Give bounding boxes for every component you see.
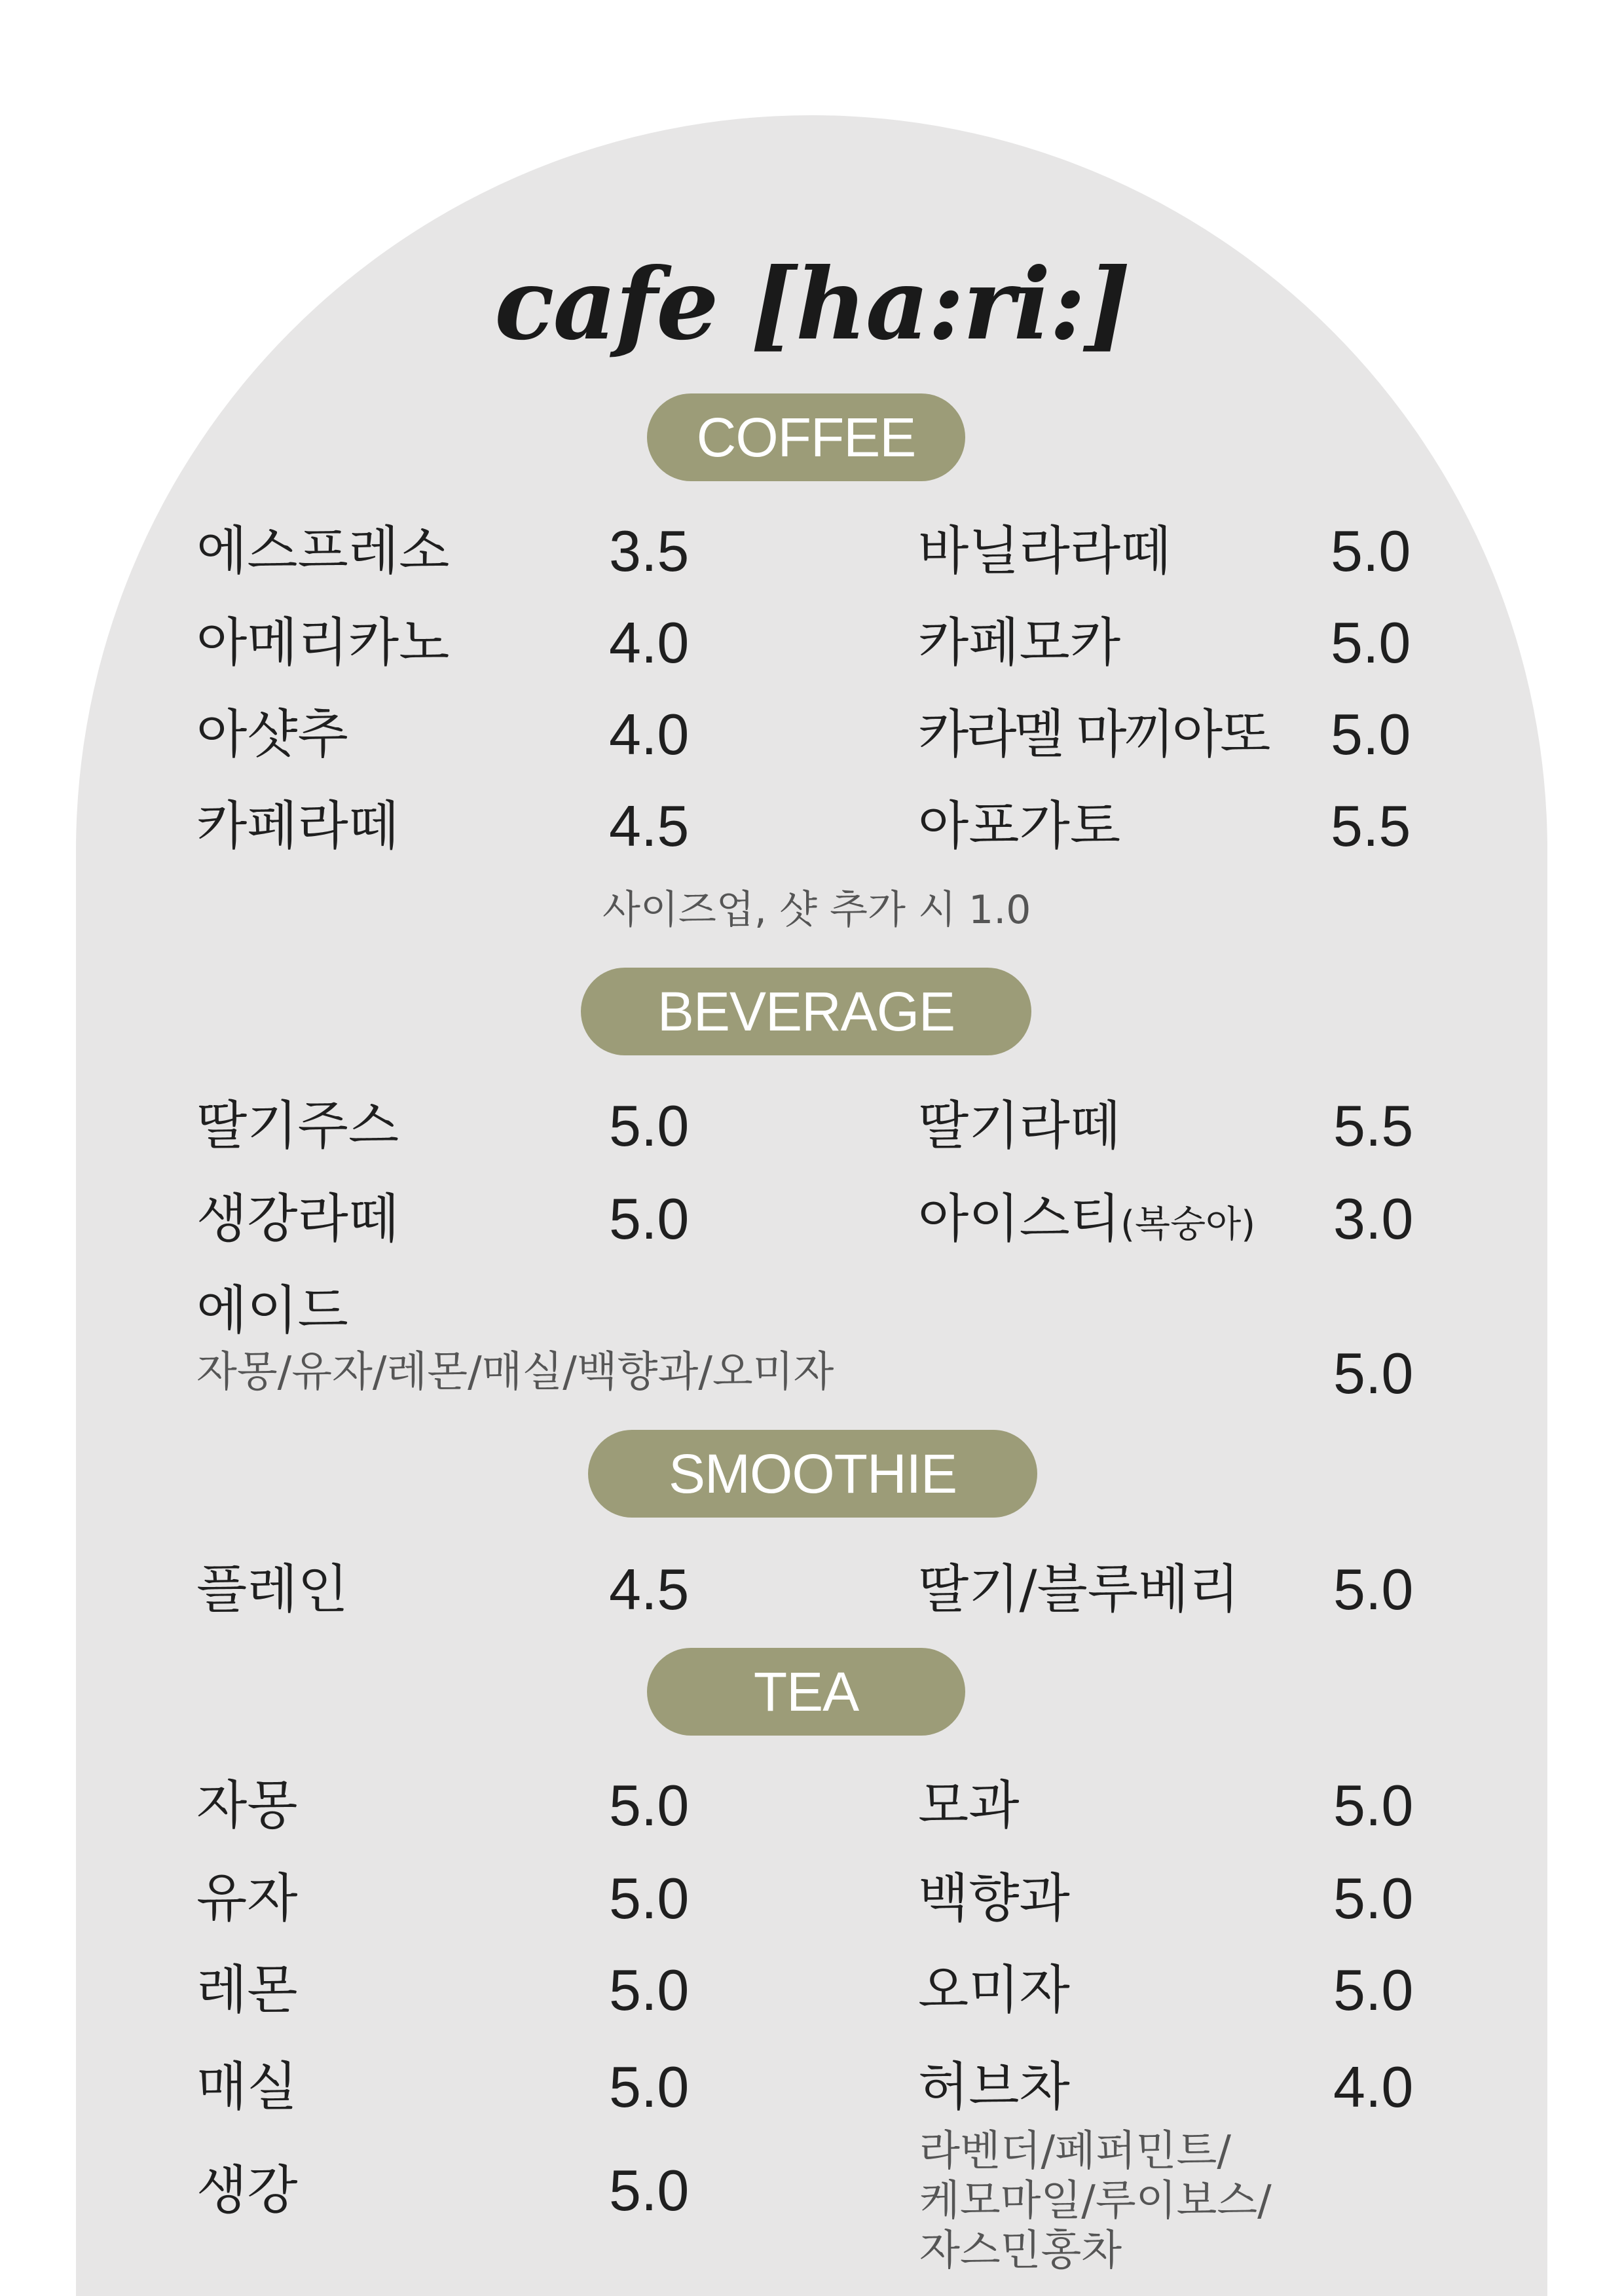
menu-item-price: 5.5: [1331, 793, 1411, 858]
beverage-section-header: BEVERAGE: [581, 968, 1031, 1055]
menu-item-name: 카라멜 마끼아또: [918, 704, 1268, 765]
coffee-note: 사이즈업, 샷 추가 시 1.0: [602, 887, 1031, 933]
herb-tea-option: 케모마일/루이보스/: [919, 2177, 1272, 2225]
menu-item-price: 5.0: [1331, 702, 1411, 767]
ade-options: 자몽/유자/레몬/매실/백향과/오미자: [196, 1348, 834, 1396]
coffee-section-header: COFFEE: [647, 393, 965, 481]
smoothie-section-header: SMOOTHIE: [588, 1430, 1037, 1518]
menu-item-price: 5.5: [1333, 1093, 1414, 1158]
menu-item-price: 4.5: [609, 1557, 690, 1622]
menu-item-name: 자몽: [196, 1775, 298, 1836]
menu-item-price: 3.5: [609, 519, 690, 583]
menu-item-name: 딸기라떼: [918, 1095, 1121, 1156]
menu-item-price: 5.0: [609, 2158, 690, 2223]
menu-item-name: 카페라떼: [196, 795, 399, 856]
cafe-logo: cafe [ha:ri:]: [494, 247, 1130, 362]
menu-item-price: 5.0: [609, 1093, 690, 1158]
menu-item-price: 5.0: [1333, 1773, 1414, 1838]
herb-tea-option: 라벤더/페퍼민트/: [919, 2127, 1231, 2176]
menu-item-name: 매실: [196, 2056, 298, 2117]
menu-item-price: 5.0: [1333, 1341, 1414, 1406]
menu-item-name: 생강: [196, 2160, 298, 2221]
menu-item-name: 레몬: [196, 1959, 298, 2020]
herb-tea-option: 자스민홍차: [919, 2227, 1122, 2275]
menu-item-price: 5.0: [609, 1186, 690, 1251]
menu-item-price: 5.0: [609, 2054, 690, 2119]
menu-item-name: 에스프레소: [196, 520, 450, 581]
menu-item-price: 5.0: [609, 1958, 690, 2022]
menu-item-price: 3.0: [1333, 1186, 1414, 1251]
menu-item-price: 5.0: [1333, 1958, 1414, 2022]
iced-tea-flavor: (복숭아): [1120, 1203, 1256, 1246]
menu-item-price: 4.0: [1333, 2054, 1414, 2119]
menu-item-price: 5.0: [609, 1773, 690, 1838]
menu-item-name: 백향과: [918, 1868, 1070, 1929]
menu-item-name: 에이드: [196, 1280, 348, 1341]
menu-item-name: 허브차: [918, 2056, 1070, 2117]
menu-item-name: 아샷추: [196, 704, 348, 765]
menu-item-name: 생강라떼: [196, 1188, 399, 1249]
menu-item-price: 5.0: [1331, 519, 1411, 583]
menu-item-name: 아메리카노: [196, 612, 450, 673]
menu-item-name: [918, 1186, 1255, 1258]
menu-item-price: 5.0: [609, 1866, 690, 1931]
iced-tea-label: 아이스티: [918, 1188, 1121, 1249]
menu-item-name: 유자: [196, 1868, 298, 1929]
menu-item-price: 5.0: [1331, 610, 1411, 675]
menu-item-price: 5.0: [1333, 1866, 1414, 1931]
menu-item-name: 바닐라라떼: [918, 520, 1172, 581]
menu-item-price: 4.0: [609, 610, 690, 675]
tea-section-header: TEA: [647, 1648, 965, 1736]
menu-item-name: 딸기/블루베리: [918, 1559, 1240, 1620]
menu-item-name: 아포가토: [918, 795, 1121, 856]
menu-item-name: 모과: [918, 1775, 1020, 1836]
menu-item-name: 플레인: [196, 1559, 348, 1620]
menu-item-name: 딸기주스: [196, 1095, 399, 1156]
menu-item-name: 카페모카: [918, 612, 1121, 673]
menu-item-price: 5.0: [1333, 1557, 1414, 1622]
menu-item-price: 4.0: [609, 702, 690, 767]
menu-item-name: 오미자: [918, 1959, 1070, 2020]
menu-item-price: 4.5: [609, 793, 690, 858]
